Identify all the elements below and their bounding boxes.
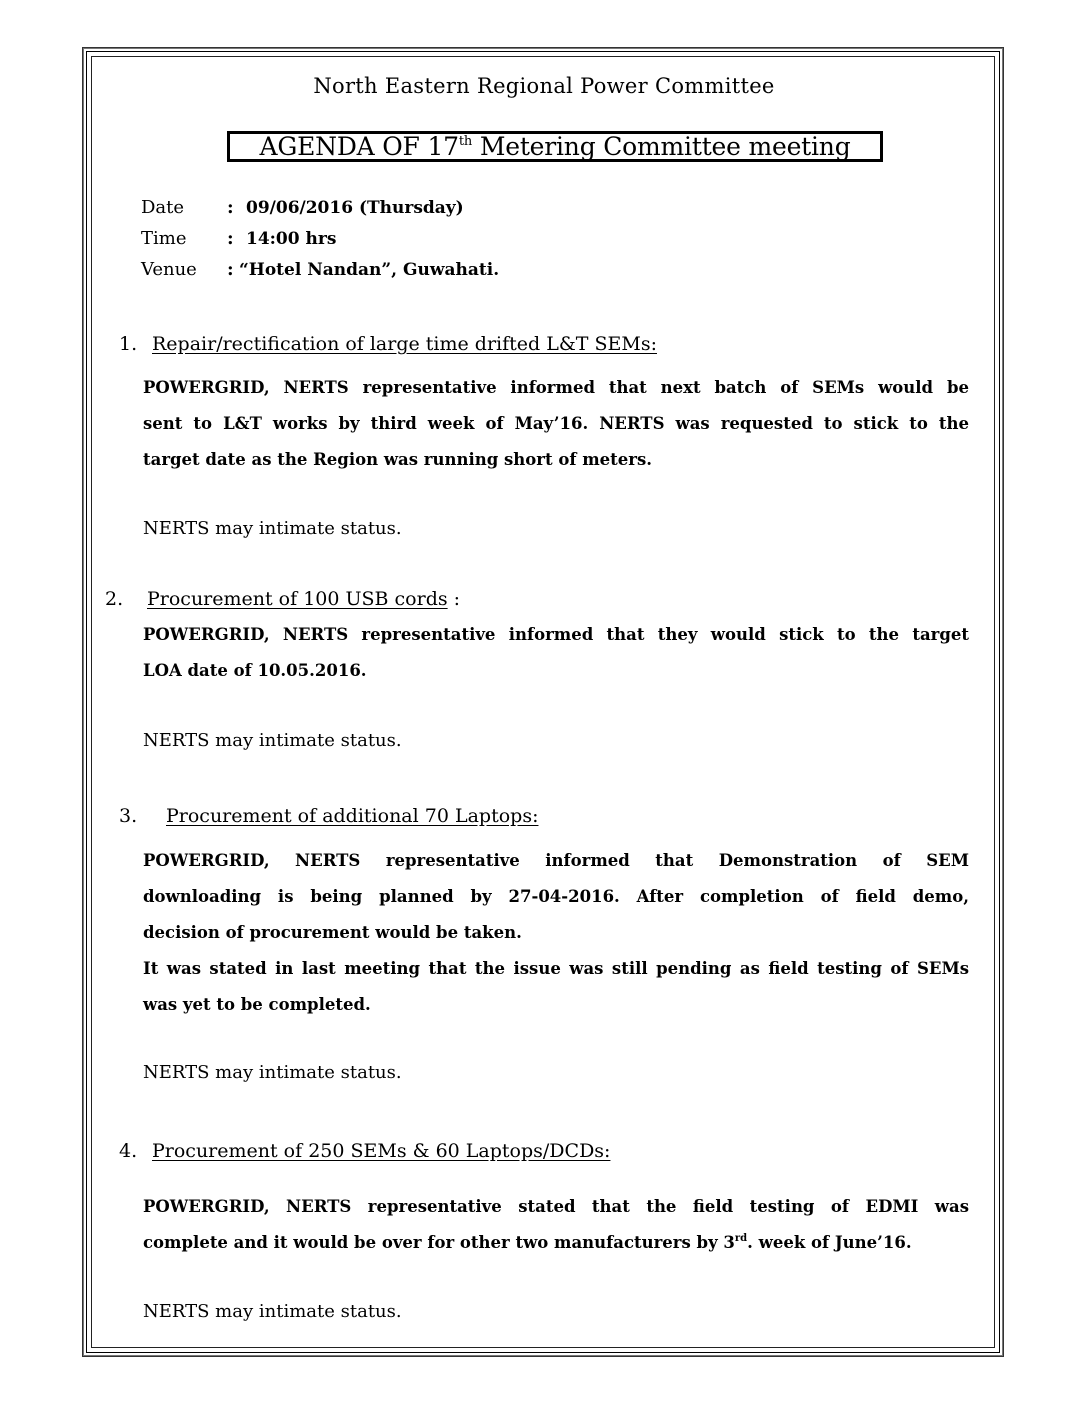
title-superscript: th	[458, 134, 473, 149]
item-paragraph	[143, 370, 969, 478]
title-suffix: Metering Committee meeting	[472, 132, 851, 161]
meta-value-venue: “Hotel Nandan”, Guwahati.	[239, 260, 500, 280]
meta-colon: :	[227, 197, 234, 218]
paragraph-line: POWERGRID, NERTS representative informed that Demonstration of SEM	[143, 851, 969, 870]
item-heading	[105, 588, 460, 610]
paragraph-line: decision of procurement would be taken.	[143, 923, 522, 942]
paragraph-line: POWERGRID, NERTS representative stated that the field testing of EDMI was	[143, 1197, 969, 1216]
item-paragraph	[143, 843, 969, 1023]
paragraph-text: . week of June’16.	[747, 1233, 912, 1252]
meta-value-time: 14:00 hrs	[246, 229, 337, 249]
meta-value-date: 09/06/2016 (Thursday)	[246, 198, 464, 218]
paragraph-line: POWERGRID, NERTS representative informed that next batch of SEMs would be	[143, 378, 969, 397]
paragraph-line: target date as the Region was running short of meters.	[143, 450, 653, 469]
agenda-title	[227, 131, 883, 162]
item-number: 4.	[119, 1140, 138, 1162]
paragraph-line: was yet to be completed.	[143, 995, 371, 1014]
item-heading-suffix: :	[447, 588, 461, 610]
organization-name: North Eastern Regional Power Committee	[313, 74, 775, 98]
item-paragraph	[143, 617, 969, 689]
paragraph-line: LOA date of 10.05.2016.	[143, 661, 367, 680]
meta-label-time: Time	[141, 228, 187, 249]
paragraph-line: POWERGRID, NERTS representative informed that they would stick to the target	[143, 625, 969, 644]
title-prefix: AGENDA OF 17	[259, 132, 459, 161]
paragraph-line: downloading is being planned by 27-04-2016. After completion of field demo,	[143, 887, 969, 906]
paragraph-text: complete and it would be over for other two manufacturers by 3	[143, 1233, 735, 1252]
item-heading	[119, 805, 538, 827]
item-status-note: NERTS may intimate status.	[143, 1062, 402, 1083]
ordinal-superscript: rd	[734, 1233, 748, 1244]
item-heading-text: Procurement of 250 SEMs & 60 Laptops/DCDs:	[152, 1140, 611, 1162]
meta-label-date: Date	[141, 197, 185, 218]
item-number: 3.	[119, 805, 138, 827]
item-heading	[119, 1140, 610, 1162]
meta-colon: :	[227, 228, 234, 249]
item-heading-text: Repair/rectification of large time drifted L&T SEMs:	[152, 333, 657, 355]
item-number: 1.	[119, 333, 138, 355]
item-status-note: NERTS may intimate status.	[143, 518, 402, 539]
meta-colon: :	[227, 259, 234, 280]
item-heading	[119, 333, 657, 355]
item-heading-text: Procurement of additional 70 Laptops:	[166, 805, 539, 827]
meta-label-venue: Venue	[141, 259, 197, 280]
item-heading-text: Procurement of 100 USB cords	[147, 588, 448, 610]
item-status-note: NERTS may intimate status.	[143, 1301, 402, 1322]
item-paragraph	[143, 1189, 969, 1261]
paragraph-line	[143, 1225, 969, 1261]
item-status-note: NERTS may intimate status.	[143, 730, 402, 751]
item-number: 2.	[105, 588, 124, 610]
paragraph-line: sent to L&T works by third week of May’16. NERTS was requested to stick to the	[143, 414, 969, 433]
paragraph-line: It was stated in last meeting that the issue was still pending as field testing of SEMs	[143, 959, 969, 978]
